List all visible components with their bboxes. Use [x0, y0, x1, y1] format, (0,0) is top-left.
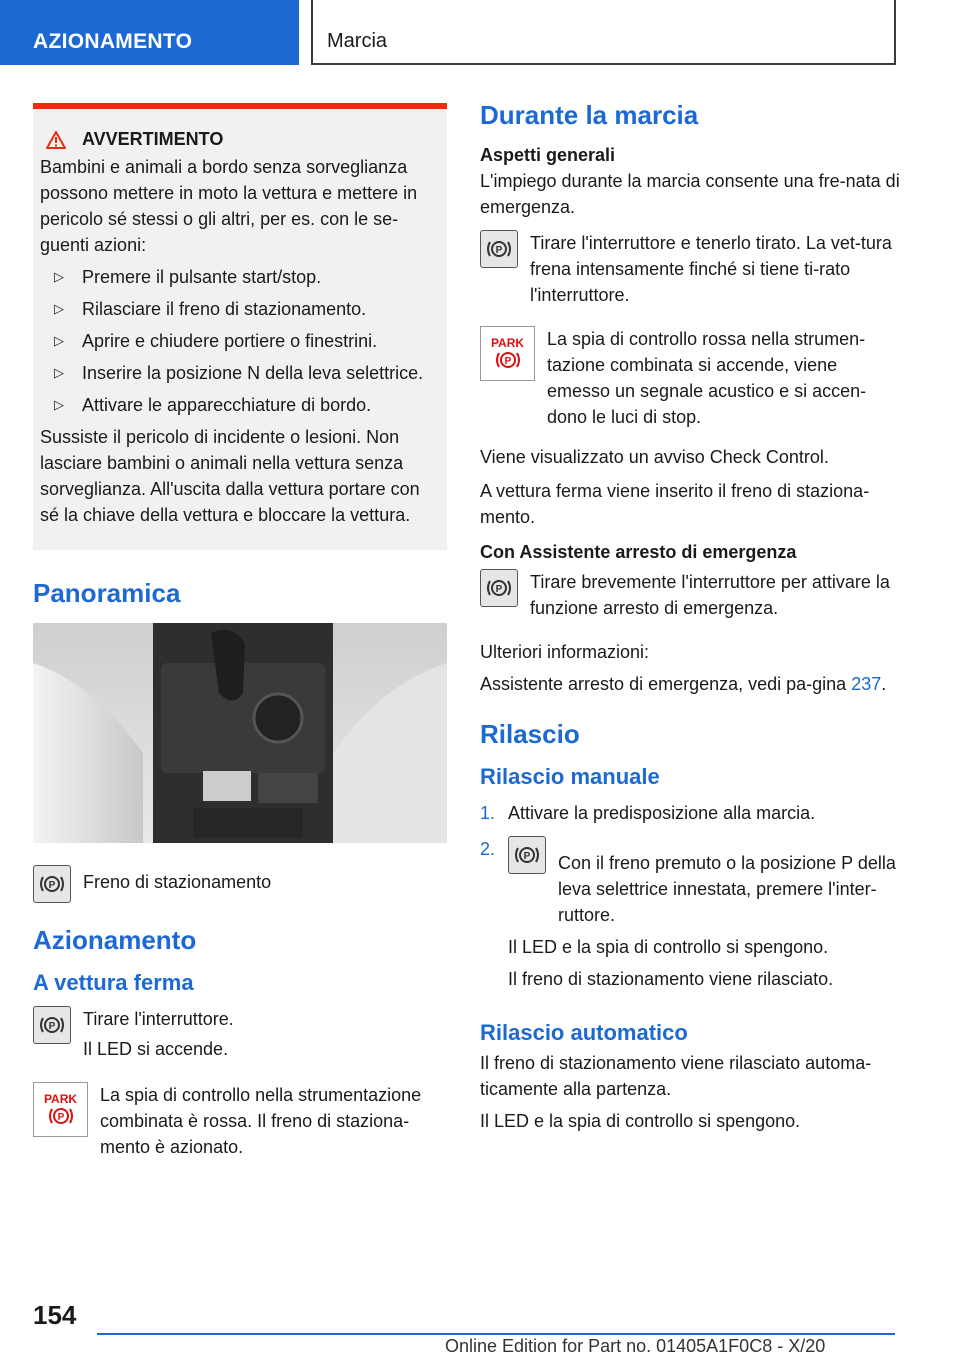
durante-intro: L'impiego durante la marcia consente una fre-nata di emergenza.: [480, 171, 900, 217]
panoramica-heading: Panoramica: [33, 578, 181, 608]
pull-switch-text: Tirare l'interruttore.: [83, 1009, 234, 1029]
led-on-text: Il LED si accende.: [83, 1039, 229, 1059]
footer-divider: [97, 1333, 895, 1335]
emergency-assist-heading: Con Assistente arresto di emergenza: [480, 542, 797, 562]
standstill-text: A vettura ferma viene inserito il freno di staziona-mento.: [480, 481, 870, 527]
durante-heading: Durante la marcia: [480, 100, 699, 130]
rilascio-heading: Rilascio: [480, 719, 580, 749]
right-column: [480, 100, 900, 1140]
park-icon-label: PARK: [490, 335, 525, 350]
led-off-text: Il LED e la spia di controllo si spengono.: [508, 937, 829, 957]
parking-brake-caption: Freno di stazionamento: [83, 872, 272, 892]
see-page-text: [480, 671, 900, 697]
svg-text:P: P: [523, 851, 531, 862]
center-console-photo: [33, 623, 447, 843]
warning-triangle-icon: [46, 131, 66, 149]
park-warning-icon: [33, 1082, 88, 1137]
park-warning-icon: [480, 326, 535, 381]
left-column: [33, 103, 447, 1172]
rilascio-automatico-heading: Rilascio automatico: [480, 1020, 688, 1045]
park-red-row: [480, 326, 900, 436]
step-text: Con il freno premuto o la posizione P della leva selettrice innestata, premere l'inter-ruttore.: [558, 853, 896, 925]
emergency-assist-row: [480, 569, 900, 627]
brake-released-text: Il freno di stazionamento viene rilasciato.: [508, 969, 834, 989]
see-page-suffix: .: [881, 674, 887, 694]
park-indicator-text: La spia di controllo nella strumentazione combinata è rossa. Il freno di staziona-mento è azionato.: [100, 1085, 422, 1157]
step-number: 2.: [480, 839, 496, 859]
more-info-label: Ulteriori informazioni:: [480, 642, 650, 662]
warning-bullet: ▷ Attivare le apparecchiature di bordo.: [40, 392, 439, 418]
auto-release-text: Il freno di stazionamento viene rilasciato automa-ticamente alla partenza.: [480, 1053, 872, 1099]
check-control-text: Viene visualizzato un avviso Check Control.: [480, 447, 829, 467]
section-label: AZIONAMENTO: [33, 30, 193, 53]
svg-text:P: P: [57, 1111, 64, 1123]
parking-brake-switch-icon: [33, 865, 71, 903]
center-console-illustration: [33, 623, 447, 843]
warning-title-text: AVVERTIMENTO: [82, 129, 224, 149]
warning-title: [40, 129, 439, 150]
step-number: 1.: [480, 803, 496, 823]
step-text: Attivare la predisposizione alla marcia.: [508, 803, 816, 823]
auto-led-off-text: Il LED e la spia di controllo si spengono.: [480, 1111, 801, 1131]
svg-text:P: P: [48, 1021, 56, 1032]
rilascio-manuale-heading: Rilascio manuale: [480, 764, 660, 789]
warning-intro: Bambini e animali a bordo senza sorveglianza possono mettere in moto la vettura e mettere in pericolo sé stessi o gli altri, per es. con le se-guenti azioni:: [40, 157, 418, 255]
emergency-pull-text: Tirare l'interruttore e tenerlo tirato. La vet-tura frena intensamente finché si tiene ti-rato l'interruttore.: [530, 233, 892, 305]
see-page-prefix: Assistente arresto di emergenza, vedi pa-gina: [480, 674, 847, 694]
section-tab: [0, 0, 299, 65]
pull-switch-row: [33, 1006, 447, 1068]
park-icon-label: PARK: [43, 1091, 78, 1106]
page-number: 154: [33, 1300, 77, 1330]
vettura-ferma-heading: A vettura ferma: [33, 970, 194, 995]
emergency-pull-row: [480, 230, 900, 314]
svg-text:P: P: [48, 880, 56, 891]
park-red-text: La spia di controllo rossa nella strumen-tazione combinata si accende, viene emesso un segnale acustico e si accen-dono le luci di stop.: [547, 329, 867, 427]
azionamento-heading: Azionamento: [33, 925, 197, 955]
warning-bullet: ▷ Inserire la posizione N della leva selettrice.: [40, 360, 439, 386]
emergency-assist-text: Tirare brevemente l'interruttore per attivare la funzione arresto di emergenza.: [530, 572, 890, 618]
parking-brake-switch-icon: [480, 230, 518, 268]
parking-brake-caption-row: [33, 865, 447, 903]
svg-text:P: P: [495, 584, 503, 595]
svg-text:P: P: [495, 245, 503, 256]
warning-box: [33, 103, 447, 550]
parking-brake-switch-icon: [508, 836, 546, 874]
parking-brake-switch-icon: [480, 569, 518, 607]
warning-bullet: ▷ Aprire e chiudere portiere o finestrini.: [40, 328, 439, 354]
step-2: [480, 836, 900, 998]
page-237-link[interactable]: 237: [851, 674, 882, 694]
warning-bullet: ▷ Premere il pulsante start/stop.: [40, 264, 439, 290]
parking-brake-switch-icon: [33, 1006, 71, 1044]
edition-label: Online Edition for Part no. 01405A1F0C8 - X/20: [445, 1336, 826, 1356]
warning-bullet: ▷ Rilasciare il freno di stazionamento.: [40, 296, 439, 322]
park-indicator-row: [33, 1082, 447, 1166]
svg-text:P: P: [504, 355, 511, 367]
aspetti-generali-heading: Aspetti generali: [480, 145, 616, 165]
chapter-box: [311, 0, 896, 65]
step-1: [480, 800, 900, 826]
chapter-label: Marcia: [327, 30, 388, 52]
warning-outro: Sussiste il pericolo di incidente o lesioni. Non lasciare bambini o animali nella vettura senza sorveglianza. All'uscita dalla vettura portare con sé la chiave della vettura e bloccare la vettura.: [40, 427, 420, 525]
